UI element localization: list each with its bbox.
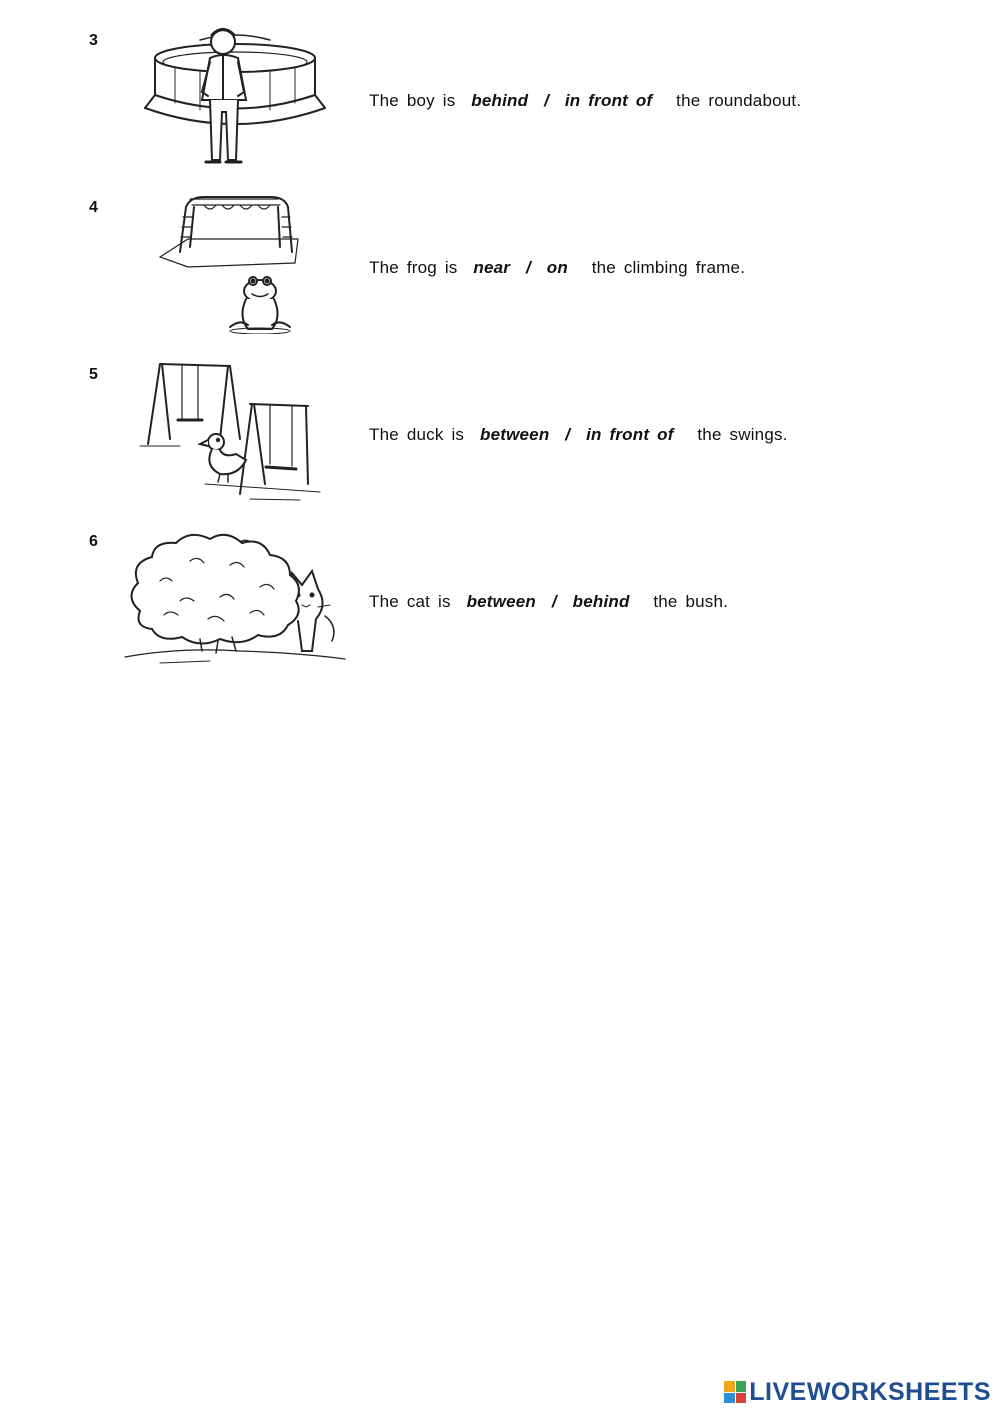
- item-number: 3: [89, 32, 98, 49]
- option-near[interactable]: near: [473, 258, 511, 277]
- sentence-object: the bush.: [653, 592, 729, 611]
- option-on[interactable]: on: [546, 258, 568, 277]
- item-number: 6: [89, 533, 98, 550]
- logo-tile: [724, 1393, 735, 1404]
- swings-duck-illustration: [120, 334, 350, 501]
- roundabout-boy-illustration: [120, 0, 350, 167]
- exercise-item-5: [0, 334, 1000, 501]
- exercise-item-3: [0, 0, 1000, 167]
- climbing-frame-frog-illustration: [120, 167, 350, 334]
- liveworksheets-logo-icon: [724, 1381, 746, 1403]
- logo-tile: [736, 1393, 747, 1404]
- option-separator: /: [544, 91, 550, 110]
- item-number: 4: [89, 199, 98, 216]
- logo-tile: [736, 1381, 747, 1392]
- exercise-item-4: [0, 167, 1000, 334]
- option-behind[interactable]: behind: [572, 592, 630, 611]
- sentence-object: the swings.: [697, 425, 788, 444]
- sentence-6: [369, 592, 728, 612]
- option-separator: /: [525, 258, 531, 277]
- sentence-3: [369, 91, 801, 111]
- sentence-5: [369, 425, 788, 445]
- option-in-front-of[interactable]: in front of: [586, 425, 674, 444]
- sentence-4: [369, 258, 745, 278]
- bush-cat-illustration: [120, 501, 350, 668]
- option-between[interactable]: between: [466, 592, 536, 611]
- sentence-subject: The frog is: [369, 258, 458, 277]
- sentence-subject: The cat is: [369, 592, 451, 611]
- option-separator: /: [565, 425, 571, 444]
- sentence-subject: The boy is: [369, 91, 456, 110]
- option-in-front-of[interactable]: in front of: [564, 91, 653, 110]
- sentence-object: the roundabout.: [676, 91, 802, 110]
- sentence-subject: The duck is: [369, 425, 465, 444]
- logo-tile: [724, 1381, 735, 1392]
- option-separator: /: [551, 592, 557, 611]
- brand-name: LIVEWORKSHEETS: [749, 1377, 991, 1406]
- exercise-item-6: [0, 501, 1000, 668]
- sentence-object: the climbing frame.: [591, 258, 746, 277]
- option-behind[interactable]: behind: [471, 91, 529, 110]
- liveworksheets-brand: [724, 1379, 991, 1405]
- item-number: 5: [89, 366, 98, 383]
- option-between[interactable]: between: [480, 425, 550, 444]
